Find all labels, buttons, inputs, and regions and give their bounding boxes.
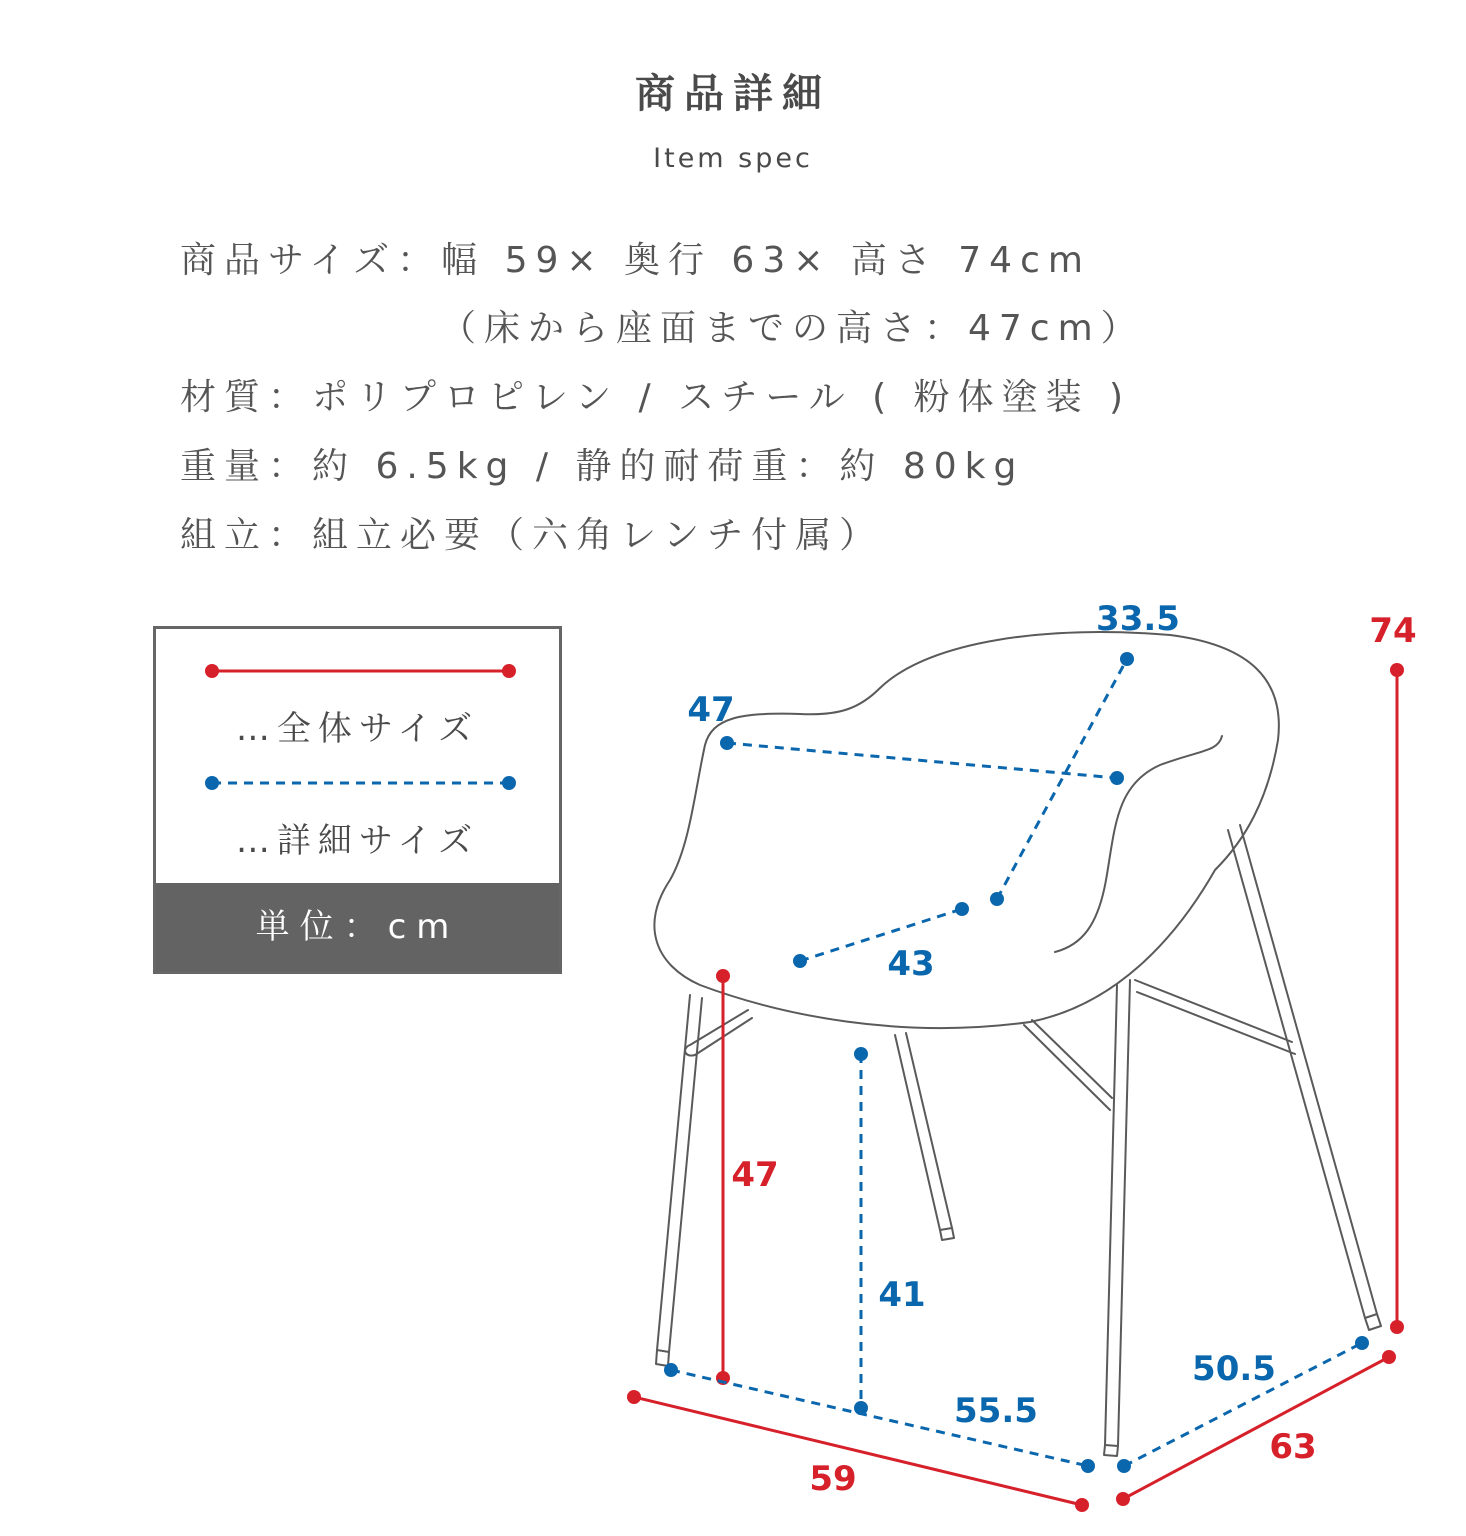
label-inner-depth: 50.5 — [1192, 1349, 1276, 1389]
spec-assembly: 組立：組立必要（六角レンチ付属） — [180, 515, 884, 556]
crossbar-left — [685, 1010, 752, 1056]
label-back-height: 33.5 — [1096, 599, 1180, 639]
crossbar-right — [1024, 980, 1295, 1110]
overall-height-dot-bottom — [1390, 1320, 1404, 1334]
chair-outline — [654, 632, 1381, 1456]
seat-depth-dot-back — [955, 902, 969, 916]
depth-dot-right — [1382, 1350, 1396, 1364]
under-seat-dot-bottom — [854, 1401, 868, 1415]
label-width: 59 — [809, 1459, 857, 1499]
label-seat-depth: 43 — [887, 944, 935, 984]
overall-height-dot-top — [1390, 663, 1404, 677]
inner-depth-dot-right — [1355, 1336, 1369, 1350]
arm-width-line — [727, 743, 1117, 778]
back-height-line — [997, 659, 1127, 899]
seat-depth-dot-front — [793, 954, 807, 968]
spec-weight: 重量：約 6.5kg / 静的耐荷重：約 80kg — [180, 446, 1025, 487]
detail-dimension-lines — [671, 659, 1362, 1466]
arm-width-dot-right — [1110, 771, 1124, 785]
spec-size: 商品サイズ：幅 59× 奥行 63× 高さ 74cm — [180, 240, 1091, 281]
leg-back-right — [1228, 825, 1381, 1330]
width-dot-right — [1075, 1498, 1089, 1512]
under-seat-dot-top — [854, 1047, 868, 1061]
label-seat-height: 47 — [731, 1155, 779, 1195]
chair-arm-inner-curve — [1055, 736, 1222, 952]
legend-overall-label: …全体サイズ — [235, 709, 480, 749]
overall-dimensions — [627, 663, 1404, 1512]
leg-front-right — [1104, 980, 1130, 1456]
leg-front-left — [656, 995, 702, 1366]
label-depth: 63 — [1269, 1427, 1317, 1467]
dimension-labels — [687, 599, 1416, 1499]
chair-shell-outline — [654, 632, 1278, 1028]
arm-width-dot-left — [720, 736, 734, 750]
inner-depth-dot-left — [1117, 1459, 1131, 1473]
unit-label: 単位：cm — [156, 883, 559, 971]
label-overall-height: 74 — [1369, 611, 1417, 651]
page-subtitle: Item spec — [653, 143, 813, 174]
inner-width-dot-right — [1081, 1459, 1095, 1473]
label-under-seat-height: 41 — [878, 1275, 926, 1315]
label-inner-width: 55.5 — [954, 1391, 1038, 1431]
seat-height-dot-top — [716, 969, 730, 983]
page-title: 商品詳細 — [635, 71, 831, 117]
back-height-dot-top — [1120, 652, 1134, 666]
label-arm-width: 47 — [687, 690, 735, 730]
leg-front-center — [895, 1033, 954, 1240]
inner-width-dot-left — [664, 1363, 678, 1377]
width-dot-left — [627, 1390, 641, 1404]
seat-depth-line — [800, 909, 962, 961]
back-height-dot-bottom — [990, 892, 1004, 906]
spec-seat-height: （床から座面までの高さ：47cm） — [440, 308, 1145, 349]
legend-detail-label: …詳細サイズ — [235, 821, 480, 861]
depth-dot-left — [1116, 1492, 1130, 1506]
spec-material: 材質：ポリプロピレン / スチール ( 粉体塗装 ) — [180, 377, 1132, 418]
